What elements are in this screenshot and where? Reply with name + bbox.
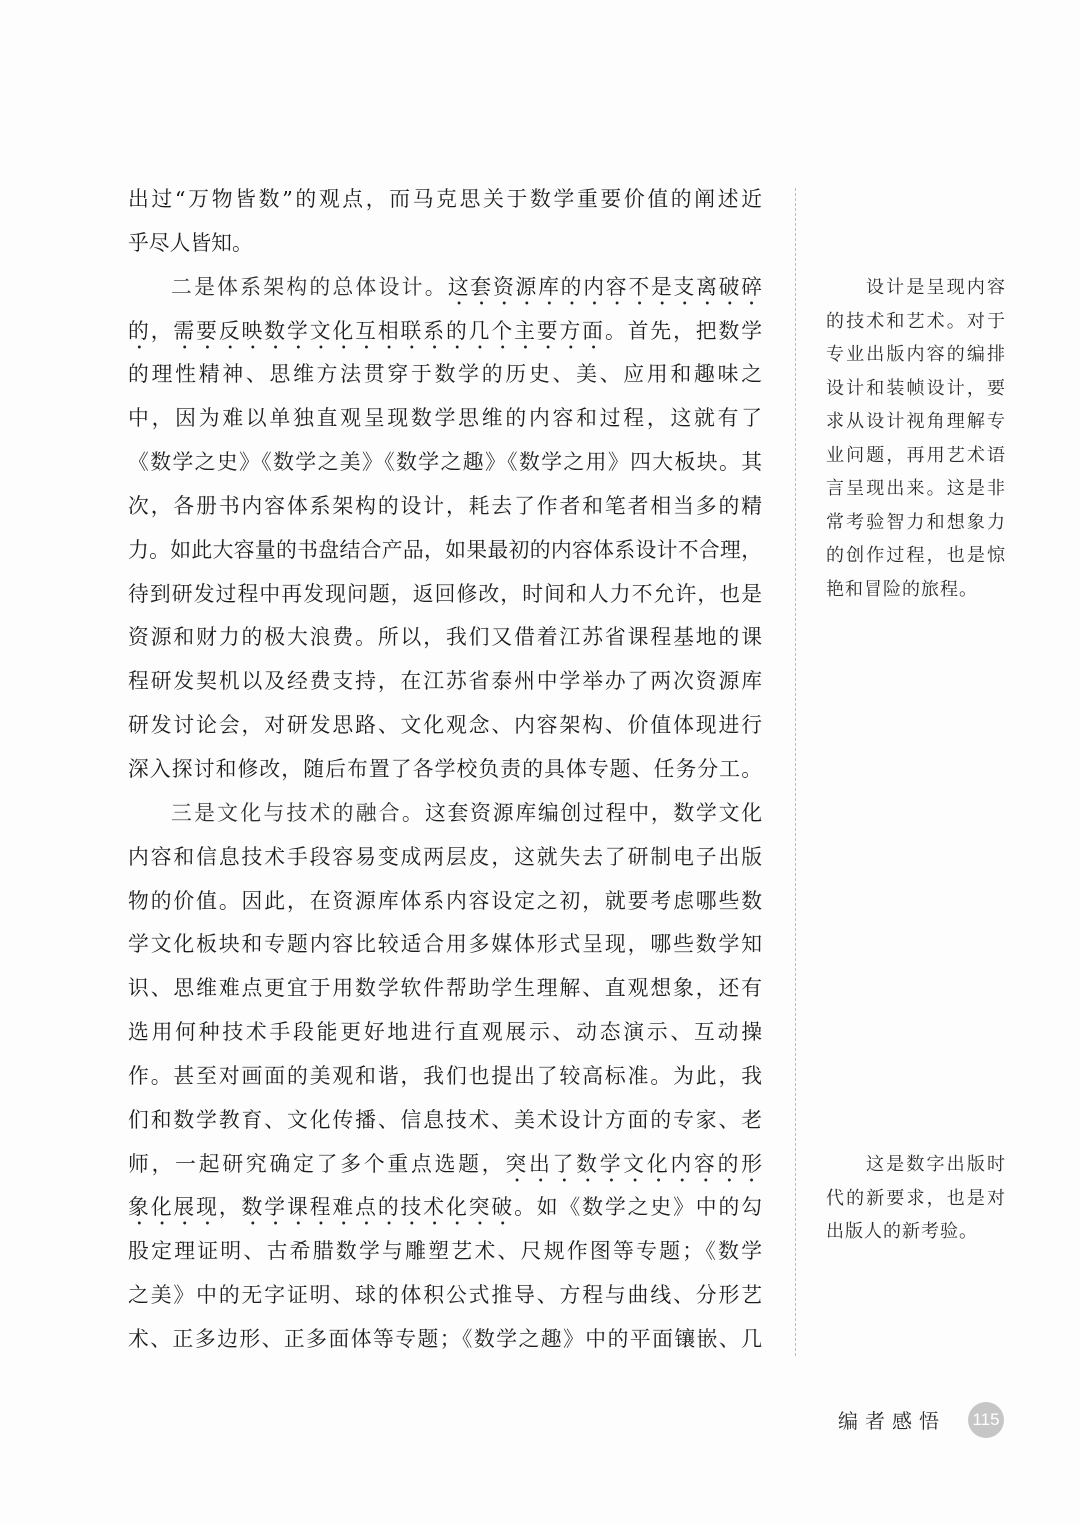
text-line: 内容和信息技术手段容易变成两层皮，这就失去了研制电子出版 — [128, 844, 762, 869]
text-line: 术、正多边形、正多面体等专题；《数学之趣》中的平面镶嵌、几 — [128, 1326, 762, 1351]
margin-note — [826, 271, 1006, 606]
text-line: 作。甚至对画面的美观和谐，我们也提出了较高标准。为此，我 — [128, 1063, 762, 1088]
text-segment: 。首先，把数学 — [604, 318, 763, 343]
margin-note — [826, 1148, 1006, 1249]
note-line: 专业出版内容的编排 — [826, 344, 1006, 365]
text-line: 《数学之史》《数学之美》《数学之趣》《数学之用》四大板块。其 — [128, 450, 762, 475]
text-line: 中，因为难以单独直观呈现数学思维的内容和过程，这就有了 — [128, 406, 762, 431]
text-line — [128, 266, 762, 310]
text-line: 次，各册书内容体系架构的设计，耗去了作者和笔者相当多的精 — [128, 493, 762, 518]
note-line: 出版人的新考验。 — [826, 1221, 978, 1242]
emphasized-text: 象化展现，数学课程难点的技术化突破 — [128, 1195, 515, 1220]
note-line: 的创作过程，也是惊 — [826, 545, 1006, 566]
paragraph-lead-heading: 二是体系架构的总体设计。 — [171, 274, 448, 299]
section-title: 编者感悟 — [838, 1409, 946, 1433]
emphasized-text: 的，需要反映数学文化互相联系的几个主要方面 — [128, 318, 605, 343]
emphasized-text: 突出了数学文化内容的形 — [505, 1151, 763, 1176]
page-number: 115 — [968, 1402, 1004, 1438]
note-line: 言呈现出来。这是非 — [826, 478, 1006, 499]
text-line: 出过“万物皆数”的观点，而马克思关于数学重要价值的阐述近 — [128, 187, 762, 211]
text-line: 选用何种技术手段能更好地进行直观展示、动态演示、互动操 — [128, 1020, 762, 1045]
paragraph-lead-heading: 三是文化与技术的融合。 — [171, 800, 425, 825]
text-line: 们和数学教育、文化传播、信息技术、美术设计方面的专家、老 — [128, 1107, 762, 1132]
column-divider — [795, 188, 796, 1356]
text-segment: 这套资源库编创过程中，数学文化 — [424, 800, 762, 825]
main-text-column — [128, 178, 762, 1362]
note-line: 这是数字出版时 — [866, 1154, 1006, 1175]
text-line: 乎尽人皆知。 — [128, 230, 253, 255]
note-line: 的技术和艺术。对于 — [826, 310, 1006, 332]
text-line: 资源和财力的极大浪费。所以，我们又借着江苏省课程基地的课 — [128, 625, 762, 650]
note-line: 设计是呈现内容 — [866, 277, 1006, 298]
text-line: 之美》中的无字证明、球的体积公式推导、方程与曲线、分形艺 — [128, 1283, 762, 1308]
text-line — [128, 792, 762, 836]
text-line — [128, 1186, 762, 1230]
note-line: 常考验智力和想象力 — [826, 511, 1006, 533]
text-line: 学文化板块和专题内容比较适合用多媒体形式呈现，哪些数学知 — [128, 932, 762, 957]
emphasized-text: 这套资源库的内容不是支离破碎 — [447, 274, 763, 299]
text-segment: 师，一起研究确定了多个重点选题， — [128, 1151, 506, 1176]
text-line: 力。如此大容量的书盘结合产品，如果最初的内容体系设计不合理， — [128, 537, 762, 562]
text-line: 程研发契机以及经费支持，在江苏省泰州中学举办了两次资源库 — [128, 669, 762, 694]
text-line: 待到研发过程中再发现问题，返回修改，时间和人力不允许，也是 — [128, 581, 762, 606]
note-line: 业问题，再用艺术语 — [826, 444, 1006, 466]
text-line — [128, 310, 762, 354]
text-segment: 。如《数学之史》中的勾 — [514, 1195, 763, 1220]
note-line: 代的新要求，也是对 — [826, 1187, 1006, 1209]
text-line: 研发讨论会，对研发思路、文化观念、内容架构、价值体现进行 — [128, 713, 762, 738]
text-line: 的理性精神、思维方法贯穿于数学的历史、美、应用和趣味之 — [128, 362, 762, 387]
note-line: 艳和冒险的旅程。 — [826, 578, 978, 600]
text-line: 识、思维难点更宜于用数学软件帮助学生理解、直观想象，还有 — [128, 976, 762, 1001]
note-line: 设计和装帧设计，要 — [826, 377, 1006, 399]
text-line: 深入探讨和修改，随后布置了各学校负责的具体专题、任务分工。 — [128, 756, 762, 781]
text-line: 物的价值。因此，在资源库体系内容设定之初，就要考虑哪些数 — [128, 888, 762, 913]
text-line: 股定理证明、古希腊数学与雕塑艺术、尺规作图等专题；《数学 — [128, 1239, 762, 1264]
text-line — [128, 1143, 762, 1187]
note-line: 求从设计视角理解专 — [826, 411, 1006, 432]
